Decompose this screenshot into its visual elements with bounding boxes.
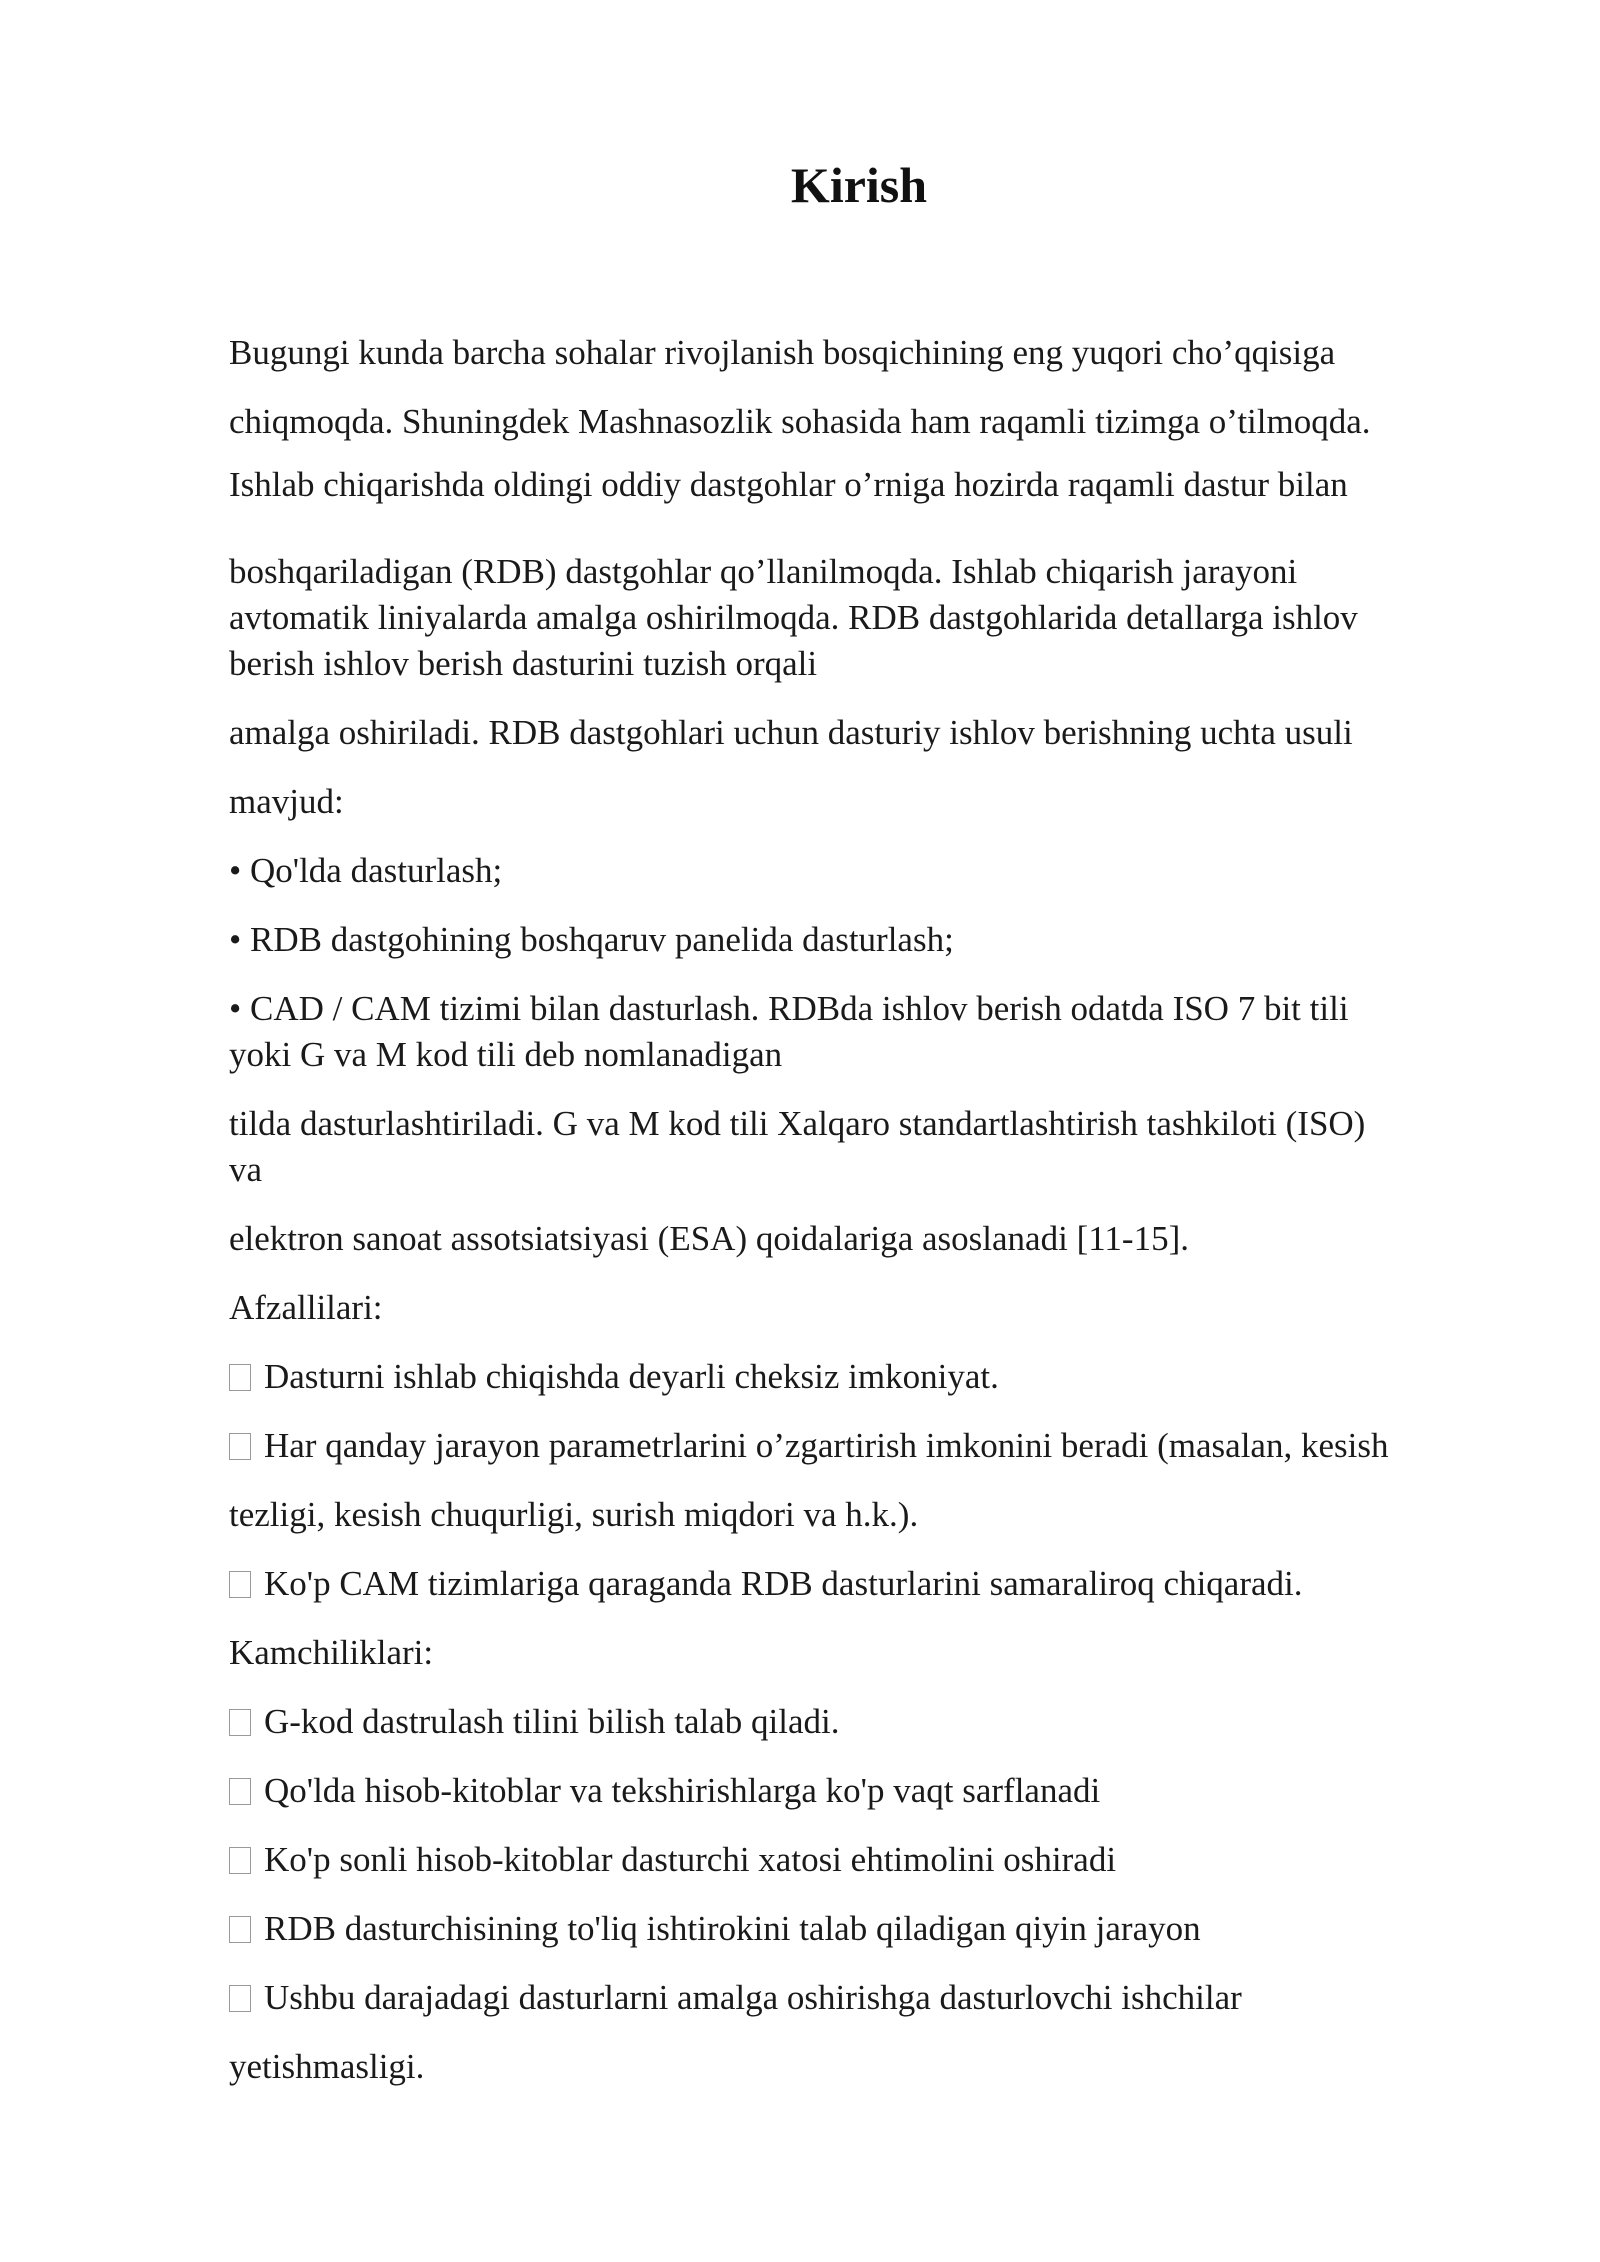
section-heading-disadvantages: Kamchiliklari: (229, 1633, 434, 1672)
empty-box-icon (229, 1571, 251, 1598)
body-line: mavjud: (229, 782, 344, 821)
advantage-item (229, 1423, 1388, 1469)
disadvantage-item (229, 1768, 1100, 1814)
advantage-item (229, 1354, 999, 1400)
empty-box-icon (229, 1916, 251, 1943)
section-heading-advantages: Afzallilari: (229, 1288, 383, 1327)
bullet-item: • RDB dastgohining boshqaruv panelida dasturlash; (229, 920, 954, 959)
body-line: boshqariladigan (RDB) dastgohlar qo’llanilmoqda. Ishlab chiqarish jarayoni (229, 552, 1298, 591)
disadvantage-item (229, 1699, 839, 1745)
empty-box-icon (229, 1709, 251, 1736)
empty-box-icon (229, 1433, 251, 1460)
empty-box-icon (229, 1778, 251, 1805)
body-line: berish ishlov berish dasturini tuzish orqali (229, 644, 818, 683)
body-line: avtomatik liniyalarda amalga oshirilmoqda. RDB dastgohlarida detallarga ishlov (229, 598, 1358, 637)
disadvantage-text: Ko'p sonli hisob-kitoblar dasturchi xatosi ehtimolini oshiradi (264, 1840, 1117, 1879)
empty-box-icon (229, 1985, 251, 2012)
body-line: Bugungi kunda barcha sohalar rivojlanish bosqichining eng yuqori cho’qqisiga (229, 333, 1336, 372)
advantage-item (229, 1561, 1303, 1607)
disadvantage-item (229, 1975, 1242, 2021)
disadvantage-text: Qo'lda hisob-kitoblar va tekshirishlarga ko'p vaqt sarflanadi (264, 1771, 1101, 1810)
disadvantage-text: RDB dasturchisining to'liq ishtirokini talab qiladigan qiyin jarayon (264, 1909, 1201, 1948)
advantage-text: Ko'p CAM tizimlariga qaraganda RDB dasturlarini samaraliroq chiqaradi. (264, 1564, 1303, 1603)
bullet-item: • CAD / CAM tizimi bilan dasturlash. RDBda ishlov berish odatda ISO 7 bit tili (229, 989, 1349, 1028)
advantage-text: Dasturni ishlab chiqishda deyarli cheksiz imkoniyat. (264, 1357, 999, 1396)
bullet-item: • Qo'lda dasturlash; (229, 851, 503, 890)
advantage-text: Har qanday jarayon parametrlarini o’zgartirish imkonini beradi (masalan, kesish (264, 1426, 1389, 1465)
disadvantage-item (229, 1837, 1116, 1883)
empty-box-icon (229, 1847, 251, 1874)
body-line: Ishlab chiqarishda oldingi oddiy dastgohlar o’rniga hozirda raqamli dastur bilan (229, 465, 1348, 504)
body-line: elektron sanoat assotsiatsiyasi (ESA) qoidalariga asoslanadi [11-15]. (229, 1219, 1189, 1258)
empty-box-icon (229, 1364, 251, 1391)
body-line: tilda dasturlashtiriladi. G va M kod tili Xalqaro standartlashtirish tashkiloti (ISO) (229, 1104, 1366, 1143)
body-line: amalga oshiriladi. RDB dastgohlari uchun dasturiy ishlov berishning uchta usuli (229, 713, 1353, 752)
body-line: yetishmasligi. (229, 2047, 425, 2086)
disadvantage-text: G-kod dastrulash tilini bilish talab qiladi. (264, 1702, 840, 1741)
body-line: chiqmoqda. Shuningdek Mashnasozlik sohasida ham raqamli tizimga o’tilmoqda. (229, 402, 1371, 441)
body-line: tezligi, kesish chuqurligi, surish miqdori va h.k.). (229, 1495, 919, 1534)
body-line: yoki G va M kod tili deb nomlanadigan (229, 1035, 783, 1074)
page-title: Kirish (790, 157, 928, 213)
disadvantage-text: Ushbu darajadagi dasturlarni amalga oshirishga dasturlovchi ishchilar (264, 1978, 1242, 2017)
disadvantage-item (229, 1906, 1201, 1952)
body-line: va (229, 1150, 263, 1189)
